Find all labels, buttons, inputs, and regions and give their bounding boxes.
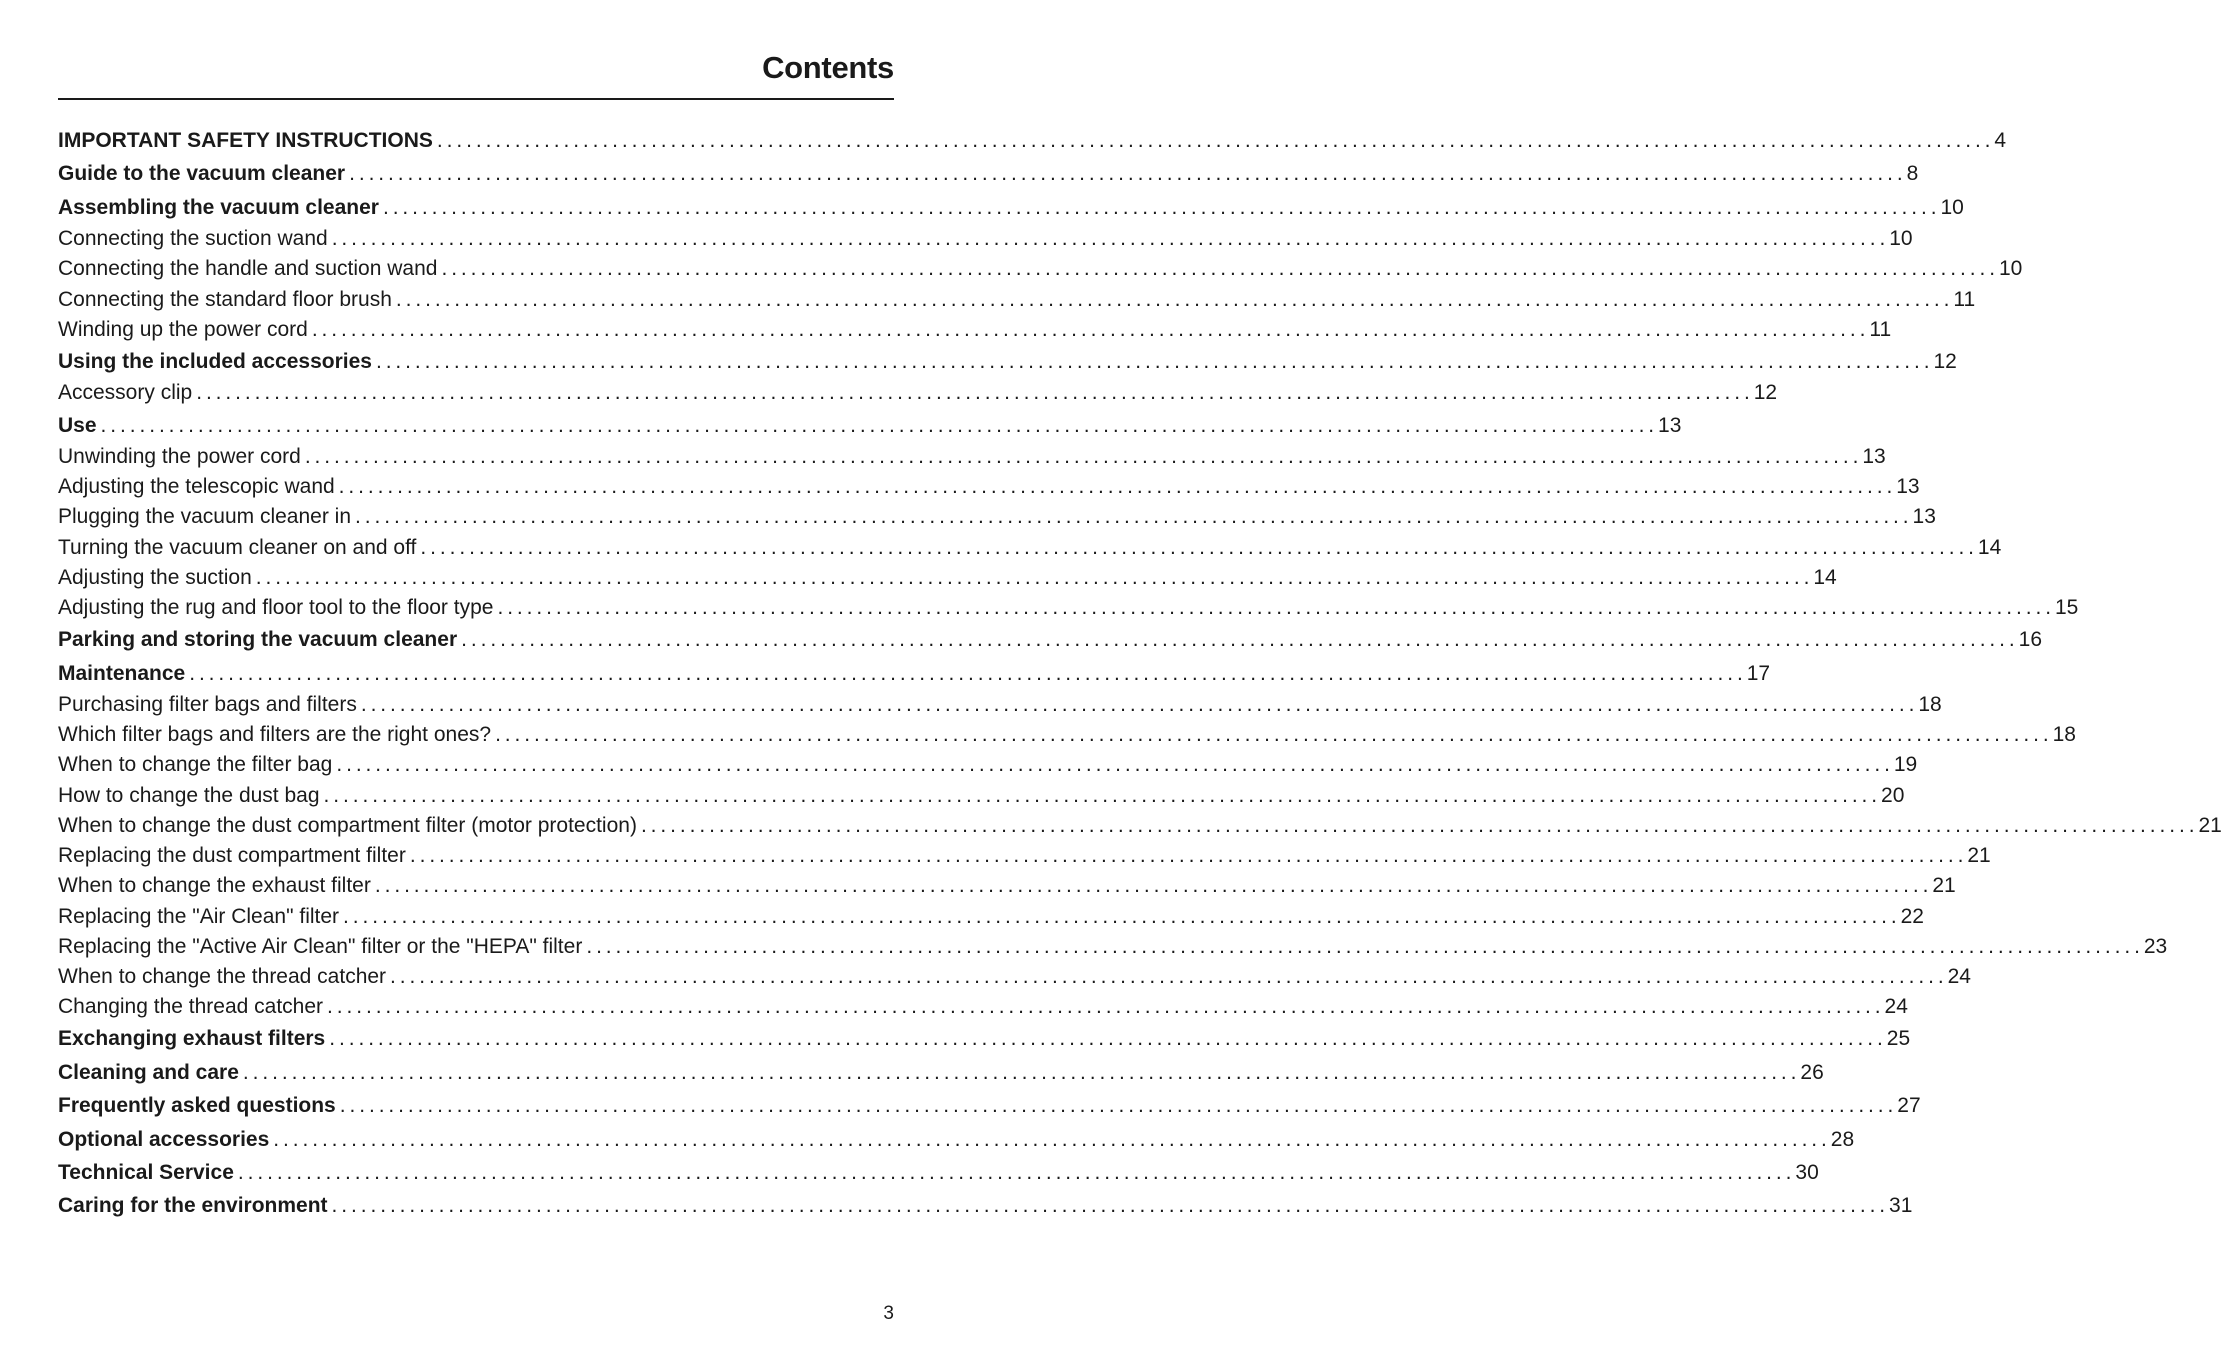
toc-entry-title: Turning the vacuum cleaner on and off <box>58 535 417 559</box>
toc-entry-title: Accessory clip <box>58 381 193 405</box>
toc-entry-title: Connecting the handle and suction wand <box>58 257 438 281</box>
toc-entry[interactable] <box>58 124 2007 157</box>
toc-entry-page: 24 <box>1947 964 1971 988</box>
toc-dot-leader: ................................................................................................................................................................ <box>441 257 1999 281</box>
toc-entry-page: 4 <box>1994 129 2007 152</box>
toc-entry[interactable] <box>58 750 1918 780</box>
toc-entry-title: Winding up the power cord <box>58 317 308 341</box>
toc-dot-leader: ................................................................................................................................................................ <box>355 505 1913 529</box>
toc-entry-page: 12 <box>1933 350 1957 374</box>
title-divider <box>58 98 894 100</box>
toc-entry[interactable] <box>58 157 1919 190</box>
toc-entry[interactable] <box>58 1089 1921 1122</box>
toc-entry[interactable] <box>58 962 1971 992</box>
toc-entry-page: 30 <box>1795 1160 1819 1184</box>
toc-dot-leader: ................................................................................................................................................................ <box>336 753 1894 777</box>
toc-entry-page: 25 <box>1886 1027 1911 1051</box>
toc-dot-leader: ................................................................................................................................................................ <box>395 287 1954 311</box>
toc-entry[interactable] <box>58 224 1913 254</box>
toc-entry-page: 22 <box>1900 904 1924 928</box>
toc-entry-title: Frequently asked questions <box>58 1094 336 1118</box>
toc-dot-leader: ................................................................................................................................................................ <box>382 195 1941 219</box>
toc-entry[interactable] <box>58 442 1886 472</box>
toc-entry[interactable] <box>58 1123 1855 1156</box>
toc-entry[interactable] <box>58 593 2079 623</box>
toc-entry[interactable] <box>58 409 1682 442</box>
page-title: Contents <box>762 50 894 85</box>
toc-dot-leader: ................................................................................................................................................................ <box>304 445 1863 469</box>
toc-entry-page: 21 <box>1932 874 1956 898</box>
toc-entry-page: 10 <box>1889 227 1913 251</box>
toc-entry[interactable] <box>58 1189 1913 1222</box>
toc-dot-leader: ................................................................................................................................................................ <box>255 565 1814 589</box>
toc-entry-title: Exchanging exhaust filters <box>58 1027 326 1051</box>
toc-entry[interactable] <box>58 502 1936 532</box>
toc-entry-title: Maintenance <box>58 661 186 685</box>
toc-entry-page: 27 <box>1897 1094 1921 1118</box>
toc-entry[interactable] <box>58 378 1778 408</box>
toc-dot-leader: ................................................................................................................................................................ <box>640 813 2199 837</box>
toc-dot-leader: ................................................................................................................................................................ <box>329 1027 1887 1051</box>
toc-dot-leader: ................................................................................................................................................................ <box>338 475 1897 499</box>
toc-entry-title: When to change the filter bag <box>58 753 333 777</box>
toc-entry-page: 10 <box>1998 257 2023 281</box>
toc-entry-page: 21 <box>1967 844 1991 868</box>
toc-entry-title: How to change the dust bag <box>58 783 320 807</box>
toc-entry[interactable] <box>58 1056 1824 1089</box>
toc-entry-page: 12 <box>1753 381 1778 405</box>
toc-entry[interactable] <box>58 781 1905 811</box>
toc-entry-title: Replacing the "Air Clean" filter <box>58 904 340 928</box>
toc-entry-page: 21 <box>2198 813 2222 837</box>
toc-dot-leader: ................................................................................................................................................................ <box>436 129 1995 152</box>
toc-entry-page: 18 <box>2052 723 2076 747</box>
toc-entry[interactable] <box>58 623 2042 656</box>
toc-entry[interactable] <box>58 657 1771 690</box>
toc-entry-title: Caring for the environment <box>58 1194 328 1218</box>
toc-entry[interactable] <box>58 841 1991 871</box>
toc-dot-leader: ................................................................................................................................................................ <box>273 1127 1831 1151</box>
toc-entry-title: Replacing the dust compartment filter <box>58 844 406 868</box>
toc-entry-title: When to change the dust compartment filter (motor protection) <box>58 813 637 837</box>
toc-entry-title: Assembling the vacuum cleaner <box>58 195 379 219</box>
toc-entry[interactable] <box>58 690 1942 720</box>
toc-dot-leader: ................................................................................................................................................................ <box>327 995 1885 1019</box>
toc-entry[interactable] <box>58 254 2023 284</box>
toc-entry-page: 16 <box>2018 628 2042 652</box>
toc-entry-page: 11 <box>1869 317 1892 341</box>
toc-entry-title: Adjusting the suction <box>58 565 252 589</box>
toc-entry-page: 11 <box>1953 287 1976 311</box>
toc-entry-title: Using the included accessories <box>58 350 372 374</box>
toc-dot-leader: ................................................................................................................................................................ <box>242 1060 1801 1084</box>
toc-dot-leader: ................................................................................................................................................................ <box>343 904 1901 928</box>
toc-dot-leader: ................................................................................................................................................................ <box>461 628 2019 652</box>
toc-entry[interactable] <box>58 1022 1911 1055</box>
toc-entry-page: 13 <box>1862 445 1886 469</box>
toc-entry[interactable] <box>58 345 1957 378</box>
toc-entry[interactable] <box>58 1156 1819 1189</box>
toc-dot-leader: ................................................................................................................................................................ <box>497 596 2055 620</box>
toc-entry[interactable] <box>58 315 1892 345</box>
toc-entry-page: 31 <box>1889 1194 1913 1218</box>
toc-entry-title: Optional accessories <box>58 1127 270 1151</box>
toc-entry-title: Plugging the vacuum cleaner in <box>58 505 352 529</box>
toc-entry-title: Cleaning and care <box>58 1060 239 1084</box>
toc-entry-title: Use <box>58 413 97 437</box>
toc-dot-leader: ................................................................................................................................................................ <box>331 1194 1890 1218</box>
toc-dot-leader: ................................................................................................................................................................ <box>586 934 2144 958</box>
toc-dot-leader: ................................................................................................................................................................ <box>360 693 1919 717</box>
toc-entry-page: 19 <box>1893 753 1918 777</box>
toc-entry-page: 14 <box>1813 565 1837 589</box>
toc-entry-title: Connecting the suction wand <box>58 227 328 251</box>
toc-entry-title: When to change the exhaust filter <box>58 874 371 898</box>
toc-dot-leader: ................................................................................................................................................................ <box>374 874 1933 898</box>
toc-dot-leader: ................................................................................................................................................................ <box>390 964 1948 988</box>
page-number: 3 <box>883 1303 894 1324</box>
toc-entry-page: 13 <box>1912 505 1936 529</box>
toc-entry-page: 8 <box>1906 162 1919 186</box>
toc-entry-page: 28 <box>1830 1127 1855 1151</box>
toc-entry-page: 17 <box>1746 661 1771 685</box>
toc-entry[interactable] <box>58 902 1924 932</box>
toc-dot-leader: ................................................................................................................................................................ <box>339 1094 1898 1118</box>
toc-entry-title: Connecting the standard floor brush <box>58 287 392 311</box>
toc-dot-leader: ................................................................................................................................................................ <box>237 1160 1796 1184</box>
toc-dot-leader: ................................................................................................................................................................ <box>323 783 1882 807</box>
toc-entry-page: 26 <box>1800 1060 1824 1084</box>
toc-entry[interactable] <box>58 563 1837 593</box>
toc-dot-leader: ................................................................................................................................................................ <box>375 350 1934 374</box>
toc-entry[interactable] <box>58 191 1964 224</box>
toc-entry-title: Adjusting the rug and floor tool to the floor type <box>58 596 494 620</box>
toc-entry[interactable] <box>58 285 1976 315</box>
toc-dot-leader: ................................................................................................................................................................ <box>311 317 1870 341</box>
toc-entry[interactable] <box>58 992 1908 1022</box>
toc-entry[interactable] <box>58 533 2002 563</box>
toc-entry-title: Changing the thread catcher <box>58 995 324 1019</box>
toc-dot-leader: ................................................................................................................................................................ <box>420 535 1978 559</box>
toc-entry-title: When to change the thread catcher <box>58 964 387 988</box>
toc-entry-title: Parking and storing the vacuum cleaner <box>58 628 458 652</box>
toc-dot-leader: ................................................................................................................................................................ <box>495 723 2053 747</box>
toc-entry-title: Purchasing filter bags and filters <box>58 693 357 717</box>
toc-entry[interactable] <box>58 472 1920 502</box>
toc-entry-title: Replacing the "Active Air Clean" filter or the "HEPA" filter <box>58 934 583 958</box>
toc-entry-title: Guide to the vacuum cleaner <box>58 162 346 186</box>
toc-dot-leader: ................................................................................................................................................................ <box>189 661 1747 685</box>
toc-entry[interactable] <box>58 811 2222 841</box>
toc-entry-page: 24 <box>1884 995 1908 1019</box>
toc-entry[interactable] <box>58 720 2076 750</box>
toc-dot-leader: ................................................................................................................................................................ <box>349 162 1907 186</box>
toc-dot-leader: ................................................................................................................................................................ <box>100 413 1659 437</box>
toc-entry-title: Technical Service <box>58 1160 234 1184</box>
toc-entry-page: 14 <box>1977 535 2002 559</box>
toc-entry-page: 13 <box>1658 413 1682 437</box>
toc-entry-title: Unwinding the power cord <box>58 445 301 469</box>
toc-entry-page: 23 <box>2143 934 2168 958</box>
toc-dot-leader: ................................................................................................................................................................ <box>409 844 1968 868</box>
toc-entry-title: IMPORTANT SAFETY INSTRUCTIONS <box>58 129 433 152</box>
toc-entry-page: 20 <box>1881 783 1905 807</box>
toc-entry-page: 18 <box>1918 693 1942 717</box>
table-of-contents <box>58 124 2222 1223</box>
toc-dot-leader: ................................................................................................................................................................ <box>331 227 1890 251</box>
toc-entry-page: 15 <box>2054 596 2079 620</box>
toc-entry-page: 13 <box>1896 475 1920 499</box>
toc-entry[interactable] <box>58 932 2168 962</box>
toc-entry[interactable] <box>58 871 1956 901</box>
toc-entry-title: Adjusting the telescopic wand <box>58 475 335 499</box>
toc-entry-page: 10 <box>1940 195 1964 219</box>
toc-entry-title: Which filter bags and filters are the right ones? <box>58 723 492 747</box>
toc-dot-leader: ................................................................................................................................................................ <box>196 381 1754 405</box>
